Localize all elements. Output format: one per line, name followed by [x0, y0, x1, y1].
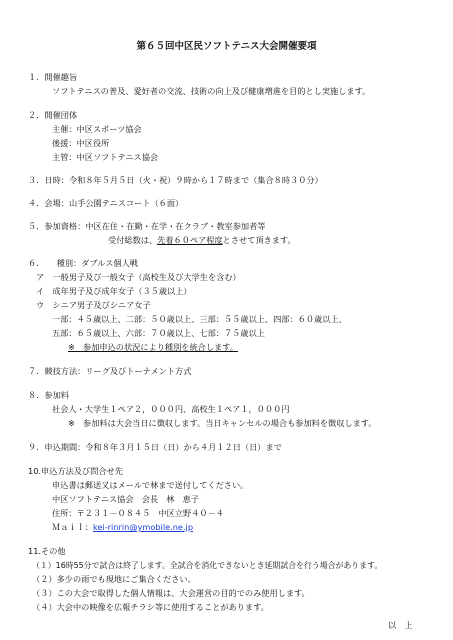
category-c-divisions-2: 五部：６５歳以上、六部：７０歳以上、七部：７５歳以上 — [52, 328, 265, 338]
section-3-datetime: ３．日時：令和８年５月５日（火・祝）９時から１７時まで（集合８時３０分） — [28, 175, 323, 185]
organizer-manage: 主管：中区ソフトテニス協会 — [52, 152, 159, 162]
closing-mark: 以 上 — [388, 620, 413, 630]
section-4-venue: ４．会場：山手公園テニスコート（６面） — [28, 198, 184, 208]
section-5-capacity — [108, 235, 296, 246]
mail-link[interactable]: kei-rinrin@ymobile.ne.jp — [92, 522, 194, 532]
category-c: ウ シニア男子及びシニア女子 — [36, 300, 151, 310]
section-1-heading: １．開催趣旨 — [28, 72, 78, 82]
section-11-heading: 11.その他 — [28, 546, 66, 556]
other-item-2: （２）多少の雨でも現地にご集合ください。 — [32, 574, 196, 584]
contact-mail — [52, 522, 193, 533]
organizer-host: 主催：中区スポーツ協会 — [52, 124, 142, 134]
category-note: ※ 参加申込の状況により種別を統合します。 — [68, 342, 238, 352]
section-2-heading: ２．開催団体 — [28, 110, 78, 120]
category-a: ア 一般男子及び一般女子（高校生及び大学生を含む） — [36, 272, 241, 282]
capacity-limit: 先着６０ペア程度 — [157, 235, 223, 245]
document-title: 第６５回中区民ソフトテニス大会開催要項 — [136, 41, 317, 52]
application-method: 申込書は郵送又はメールで林まで送付してください。 — [52, 480, 249, 490]
category-b: イ 成年男子及び成年女子（３５歳以上） — [36, 286, 192, 296]
capacity-suffix: とさせて頂きます。 — [222, 235, 296, 245]
entry-fee: 社会人・大学生１ペア２，０００円、高校生１ペア１，０００円 — [52, 404, 290, 414]
contact-name: 中区ソフトテニス協会 会長 林 恵子 — [52, 494, 200, 504]
section-8-heading: ８．参加料 — [28, 390, 69, 400]
organizer-support: 後援：中区役所 — [52, 138, 110, 148]
section-10-heading: 10.申込方法及び問合せ先 — [28, 466, 123, 476]
capacity-prefix: 受付総数は、 — [108, 235, 158, 245]
contact-address: 住所：〒２３１－０８４５ 中区立野４０－４ — [52, 508, 224, 518]
section-9-period: ９．申込期間：令和８年３月１５日（日）から４月１２日（日）まで — [28, 442, 282, 452]
section-1-text: ソフトテニスの普及、愛好者の交流、技術の向上及び健康増進を目的とし実施します。 — [52, 86, 371, 96]
mail-label: Ｍａｉｌ： — [52, 522, 93, 532]
other-item-3: （３）この大会で取得した個人情報は、大会運営の目的でのみ使用します。 — [32, 588, 310, 598]
other-item-4: （４）大会中の映像を広報チラシ等に使用することがあります。 — [32, 602, 269, 612]
section-7-format: ７．競技方法：リーグ及びトーナメント方式 — [28, 366, 192, 376]
entry-fee-note: ※ 参加料は大会当日に徴収します。当日キャンセルの場合も参加料を徴収します。 — [68, 418, 377, 428]
section-5-eligibility: ５．参加資格：中区在住・在勤・在学・在クラブ・教室参加者等 — [28, 221, 266, 231]
category-c-divisions-1: 一部：４５歳以上、二部：５０歳以上、三部：５５歳以上、四部：６０歳以上、 — [52, 314, 347, 324]
section-6-heading: ６． 種別：ダブルス個人戦 — [28, 258, 138, 268]
other-item-1: （１）16時55分で試合は終了します。全試合を消化できないとき延期試合を行う場合があります。 — [32, 561, 383, 570]
